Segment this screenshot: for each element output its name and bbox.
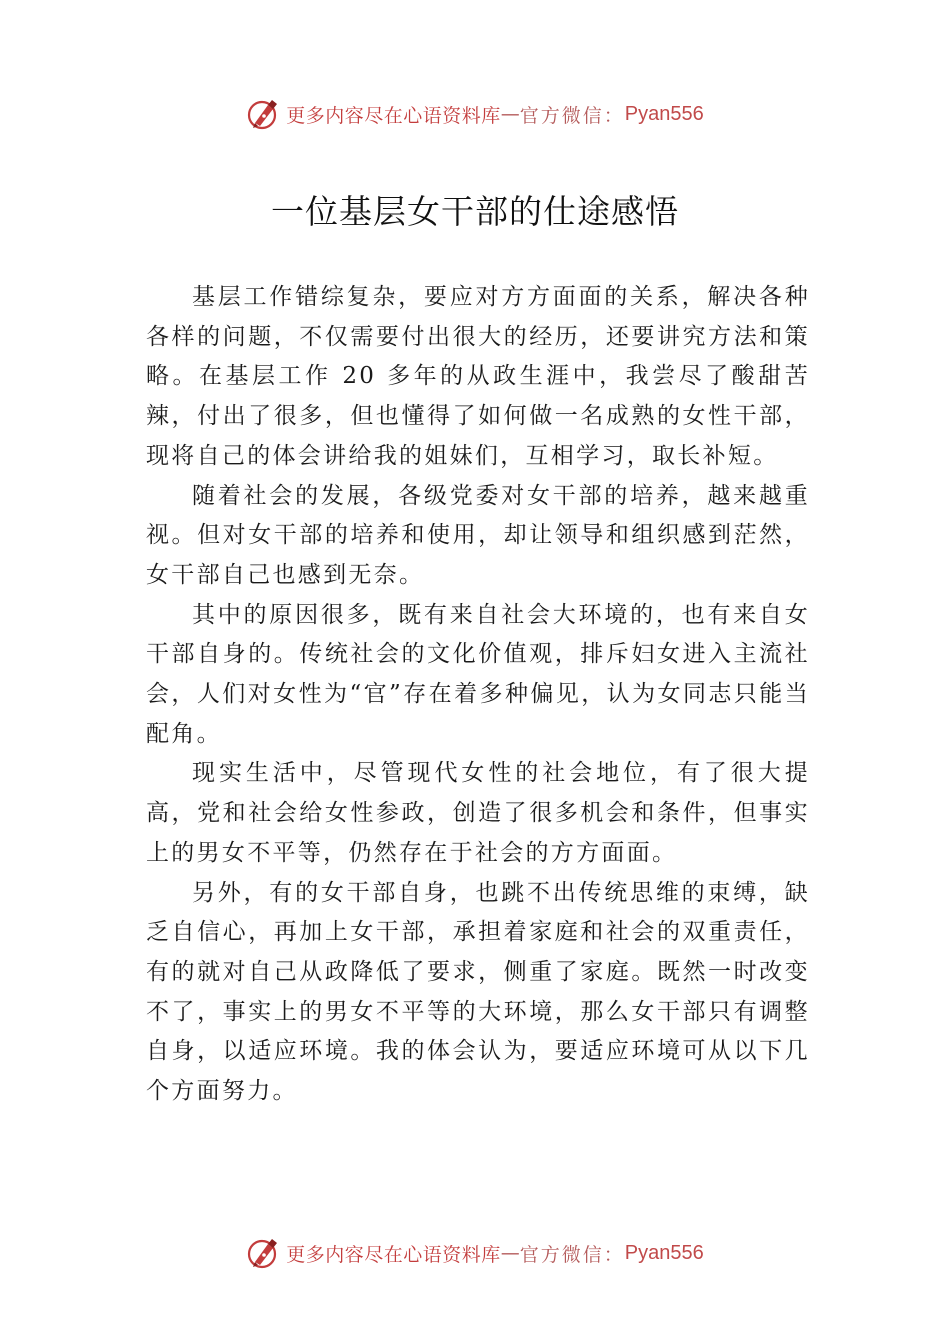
paragraph: 基层工作错综复杂，要应对方方面面的关系，解决各种各样的问题，不仅需要付出很大的经历，还要讲究方法和策略。在基层工作 20 多年的从政生涯中，我尝尽了酸甜苦辣，付出了很多，但也懂得了如何做一名成熟的女性干部，现将自己的体会讲给我的姐妹们，互相学习，取长补短。 <box>146 284 810 469</box>
paragraph: 其中的原因很多，既有来自社会大环境的，也有来自女干部自身的。传统社会的文化价值观，排斥妇女进入主流社会，人们对女性为“官”存在着多种偏见，认为女同志只能当配角。 <box>146 601 810 747</box>
paragraph: 随着社会的发展，各级党委对女干部的培养，越来越重视。但对女干部的培养和使用，却让领导和组织感到茫然， 女干部自己也感到无奈。 <box>146 482 810 588</box>
banner-separator: — <box>500 103 520 125</box>
banner-wechat-label: 官方微信： <box>519 104 625 127</box>
footer-banner <box>0 1231 950 1275</box>
paragraph: 另外，有的女干部自身，也跳不出传统思维的束缚，缺乏自信心，再加上女干部，承担着家庭和社会的双重责任， 有的就对自己从政降低了要求，侧重了家庭。既然一时改变不了，事实上的男女不平等的大环境，那么女干部只有调整自身，以适应环境。我的体会认为，要适应环境可从以下几个方面努力。 <box>146 879 810 1105</box>
banner-text: 更多内容尽在心语资料库 <box>286 1243 501 1266</box>
pen-nib-logo-icon <box>246 1235 282 1271</box>
document-title: 一位基层女干部的仕途感悟 <box>271 192 679 231</box>
pen-nib-logo-icon <box>246 96 282 132</box>
banner-wechat-label: 官方微信： <box>519 1243 625 1266</box>
document-body <box>146 278 810 1112</box>
banner-wechat-id: Pyan556 <box>624 1241 704 1264</box>
paragraph: 现实生活中，尽管现代女性的社会地位，有了很大提高，党和社会给女性参政，创造了很多机会和条件，但事实上的男女不平等，仍然存在于社会的方方面面。 <box>146 760 810 866</box>
banner-wechat-id: Pyan556 <box>624 102 704 125</box>
banner-text: 更多内容尽在心语资料库 <box>286 104 501 127</box>
banner-separator: — <box>500 1242 520 1264</box>
header-banner <box>0 92 950 136</box>
